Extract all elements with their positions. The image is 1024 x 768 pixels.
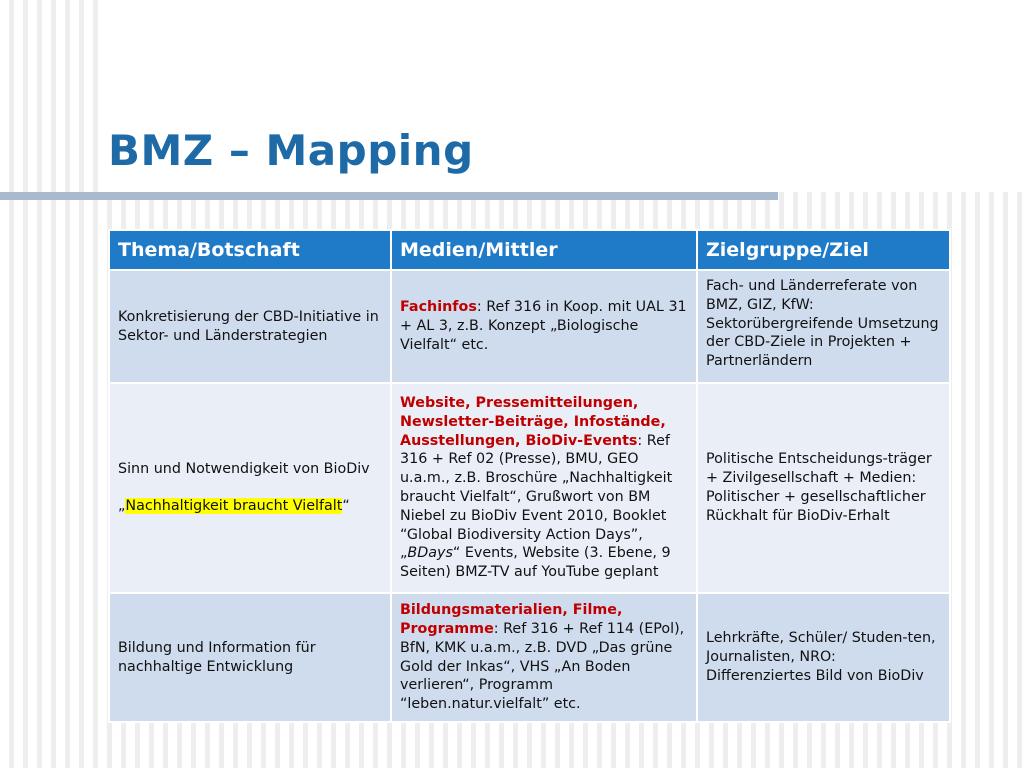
table-header-row <box>110 231 949 269</box>
slogan-quote-close: “ <box>342 498 350 514</box>
slogan-highlight: Nachhaltigkeit braucht Vielfalt <box>125 498 343 514</box>
medien-text: : Ref 316 + Ref 02 (Presse), BMU, GEO u.a.m., z.B. Broschüre „Nachhaltigkeit braucht Vielfalt“, Grußwort von BM Niebel zu BioDiv Event 2010, Booklet “Global Biodiversity Action Days”, „ <box>400 432 673 562</box>
zielgruppe-text: Politische Entscheidungs-träger + Zivilgesellschaft + Medien: Politischer + gesellschaftlicher Rückhalt für BioDiv-Erhalt <box>706 451 932 524</box>
table-row <box>110 594 949 721</box>
cell-zielgruppe <box>698 384 949 592</box>
mapping-table <box>108 229 951 723</box>
zielgruppe-text: Lehrkräfte, Schüler/ Studen-ten, Journalisten, NRO: Differenziertes Bild von BioDiv <box>706 630 936 684</box>
slogan-quote-open: „ <box>118 498 126 514</box>
cell-zielgruppe <box>698 271 949 382</box>
cell-zielgruppe <box>698 594 949 721</box>
page-title: BMZ – Mapping <box>108 126 474 175</box>
medien-highlight: Website, Pressemitteilungen, Newsletter-Beiträge, Infostände, Ausstellungen, BioDiv-Events <box>400 395 666 449</box>
cell-thema <box>110 384 390 592</box>
cell-thema <box>110 271 390 382</box>
table-row <box>110 271 949 382</box>
header-zielgruppe: Zielgruppe/Ziel <box>698 231 949 269</box>
header-medien: Medien/Mittler <box>392 231 696 269</box>
thema-text: Bildung und Information für nachhaltige Entwicklung <box>118 639 316 675</box>
medien-text-continued: “ Events, Website (3. Ebene, 9 Seiten) BMZ-TV auf YouTube geplant <box>400 545 671 581</box>
title-divider <box>0 192 778 200</box>
medien-text: : Ref 316 + Ref 114 (EPol), BfN, KMK u.a.m., z.B. DVD „Das grüne Gold der Inkas“, VHS „An Boden verlieren“, Programm “leben.natur.vielfalt” etc. <box>400 620 685 713</box>
medien-italic: BDays <box>407 545 453 562</box>
thema-text: Sinn und Notwendigkeit von BioDiv <box>118 461 370 478</box>
cell-thema <box>110 594 390 721</box>
medien-text: : Ref 316 in Koop. mit UAL 31 + AL 3, z.B. Konzept „Biologische Vielfalt“ etc. <box>400 299 687 353</box>
thema-text: Konkretisierung der CBD-Initiative in Sektor- und Länderstrategien <box>118 308 379 344</box>
header-thema: Thema/Botschaft <box>110 231 390 269</box>
medien-highlight: Bildungsmaterialien, Filme, Programme <box>400 602 623 637</box>
zielgruppe-text: Fach- und Länderreferate von BMZ, GIZ, KfW: Sektorübergreifende Umsetzung der CBD-Ziele in Projekten + Partnerländern <box>706 278 939 370</box>
mapping-table-container <box>108 229 949 723</box>
medien-highlight: Fachinfos <box>400 299 477 316</box>
cell-medien <box>392 384 696 592</box>
cell-medien <box>392 271 696 382</box>
cell-medien <box>392 594 696 721</box>
table-row <box>110 384 949 592</box>
